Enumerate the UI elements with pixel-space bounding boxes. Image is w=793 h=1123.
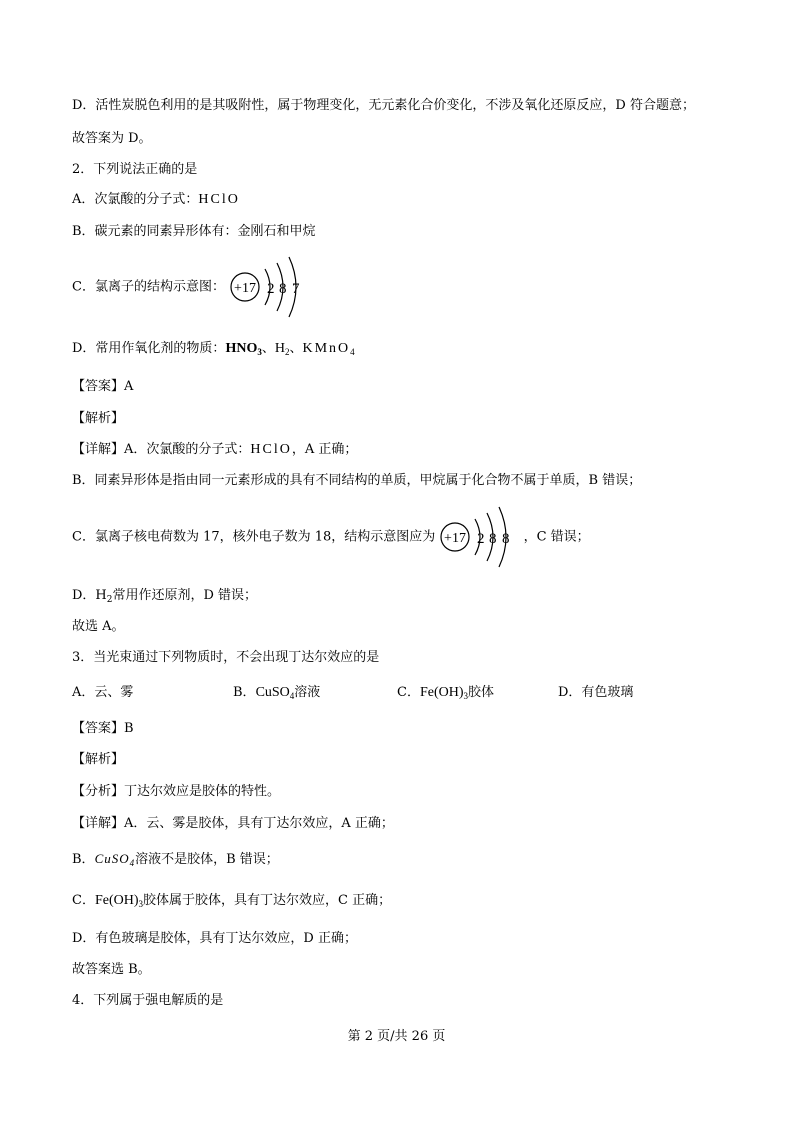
detail-line: D．$H_2$常用作还原剂，D 错误；: [72, 588, 258, 605]
question-3-option-d: D．有色玻璃: [558, 685, 634, 700]
detail-line: C．$Fe(OH)_3$胶体属于胶体，具有丁达尔效应，C 正确；: [72, 893, 392, 909]
chloride-structure-diagram-wrong: [229, 255, 309, 319]
question-2-option-d: [72, 340, 357, 358]
option-text: D．常用作氧化剂的物质：: [72, 341, 226, 356]
formula: CuSO$_4$: [94, 851, 136, 868]
question-2-option-c: [72, 255, 309, 320]
question-2-stem: 2．下列说法正确的是: [72, 162, 198, 177]
page-footer: 第 2 页/共 26 页: [347, 1029, 446, 1044]
text-line: D．活性炭脱色利用的是其吸附性，属于物理变化，无元素化合价变化，不涉及氧化还原反应，D 符合题意；: [72, 98, 695, 113]
formula: $H_2$: [274, 341, 290, 357]
formula: $HNO_3$: [225, 341, 262, 357]
formula: $Fe(OH)_3$: [419, 685, 468, 701]
nucleus-charge: +17: [234, 281, 257, 296]
detail-line: [72, 441, 357, 459]
formula: HClO: [198, 192, 240, 207]
shell-electron-count: 8: [279, 281, 287, 297]
text-line: 故答案选 B。: [72, 962, 151, 977]
analysis-label: 【解析】: [72, 411, 125, 426]
shell-electron-count: 7: [292, 281, 300, 297]
analysis-label: 【解析】: [72, 752, 125, 767]
detail-line: 【详解】A．云、雾是胶体，具有丁达尔效应，A 正确；: [72, 816, 394, 831]
shell-electron-count: 8: [489, 531, 497, 547]
question-3-option-c: C．$Fe(OH)_3$胶体: [397, 685, 495, 701]
formula: KMnO$_4$: [302, 341, 357, 357]
shell-electron-count: 2: [267, 281, 275, 297]
text-line: 故选 A。: [72, 619, 125, 634]
detail-line: B．同素异形体是指由同一元素形成的具有不同结构的单质，甲烷属于化合物不属于单质，B 错误；: [72, 473, 642, 488]
separator: 、: [261, 341, 275, 356]
option-text: A．次氯酸的分子式：: [72, 192, 199, 207]
detail-line: [72, 505, 590, 570]
answer-label: 【答案】B: [72, 721, 134, 736]
option-text: C．氯离子的结构示意图：: [72, 279, 225, 295]
question-2-option-a: [72, 191, 240, 209]
question-3-stem: 3．当光束通过下列物质时，不会出现丁达尔效应的是: [72, 650, 380, 665]
detail-line: D．有色玻璃是胶体，具有丁达尔效应，D 正确；: [72, 931, 357, 946]
text-line: 故答案为 D。: [72, 131, 152, 146]
formula: CuSO$_4$: [255, 685, 295, 701]
nucleus-charge: +17: [444, 531, 467, 546]
question-3-option-b: B．CuSO$_4$溶液: [233, 685, 321, 701]
detail-text: ，C 错误；: [523, 529, 590, 545]
formula: HClO: [250, 442, 292, 457]
detail-text: 【详解】A．次氯酸的分子式：: [72, 442, 251, 457]
formula: $Fe(OH)_3$: [94, 893, 143, 909]
answer-label: 【答案】A: [72, 379, 134, 394]
question-3-option-a: A．云、雾: [72, 685, 134, 700]
question-2-option-b: B．碳元素的同素异形体有：金刚石和甲烷: [72, 224, 316, 239]
shell-electron-count: 8: [502, 531, 510, 547]
question-4-stem: 4．下列属于强电解质的是: [72, 993, 224, 1008]
chloride-structure-diagram-correct: [439, 505, 519, 569]
detail-text: C．氯离子核电荷数为 17，核外电子数为 18，结构示意图应为: [72, 529, 436, 545]
detail-text: ，A 正确；: [291, 442, 358, 457]
separator: 、: [289, 341, 303, 356]
detail-line: B．CuSO$_4$溶液不是胶体，B 错误；: [72, 851, 279, 868]
shell-electron-count: 2: [477, 531, 485, 547]
analysis-line: 【分析】丁达尔效应是胶体的特性。: [72, 784, 281, 799]
